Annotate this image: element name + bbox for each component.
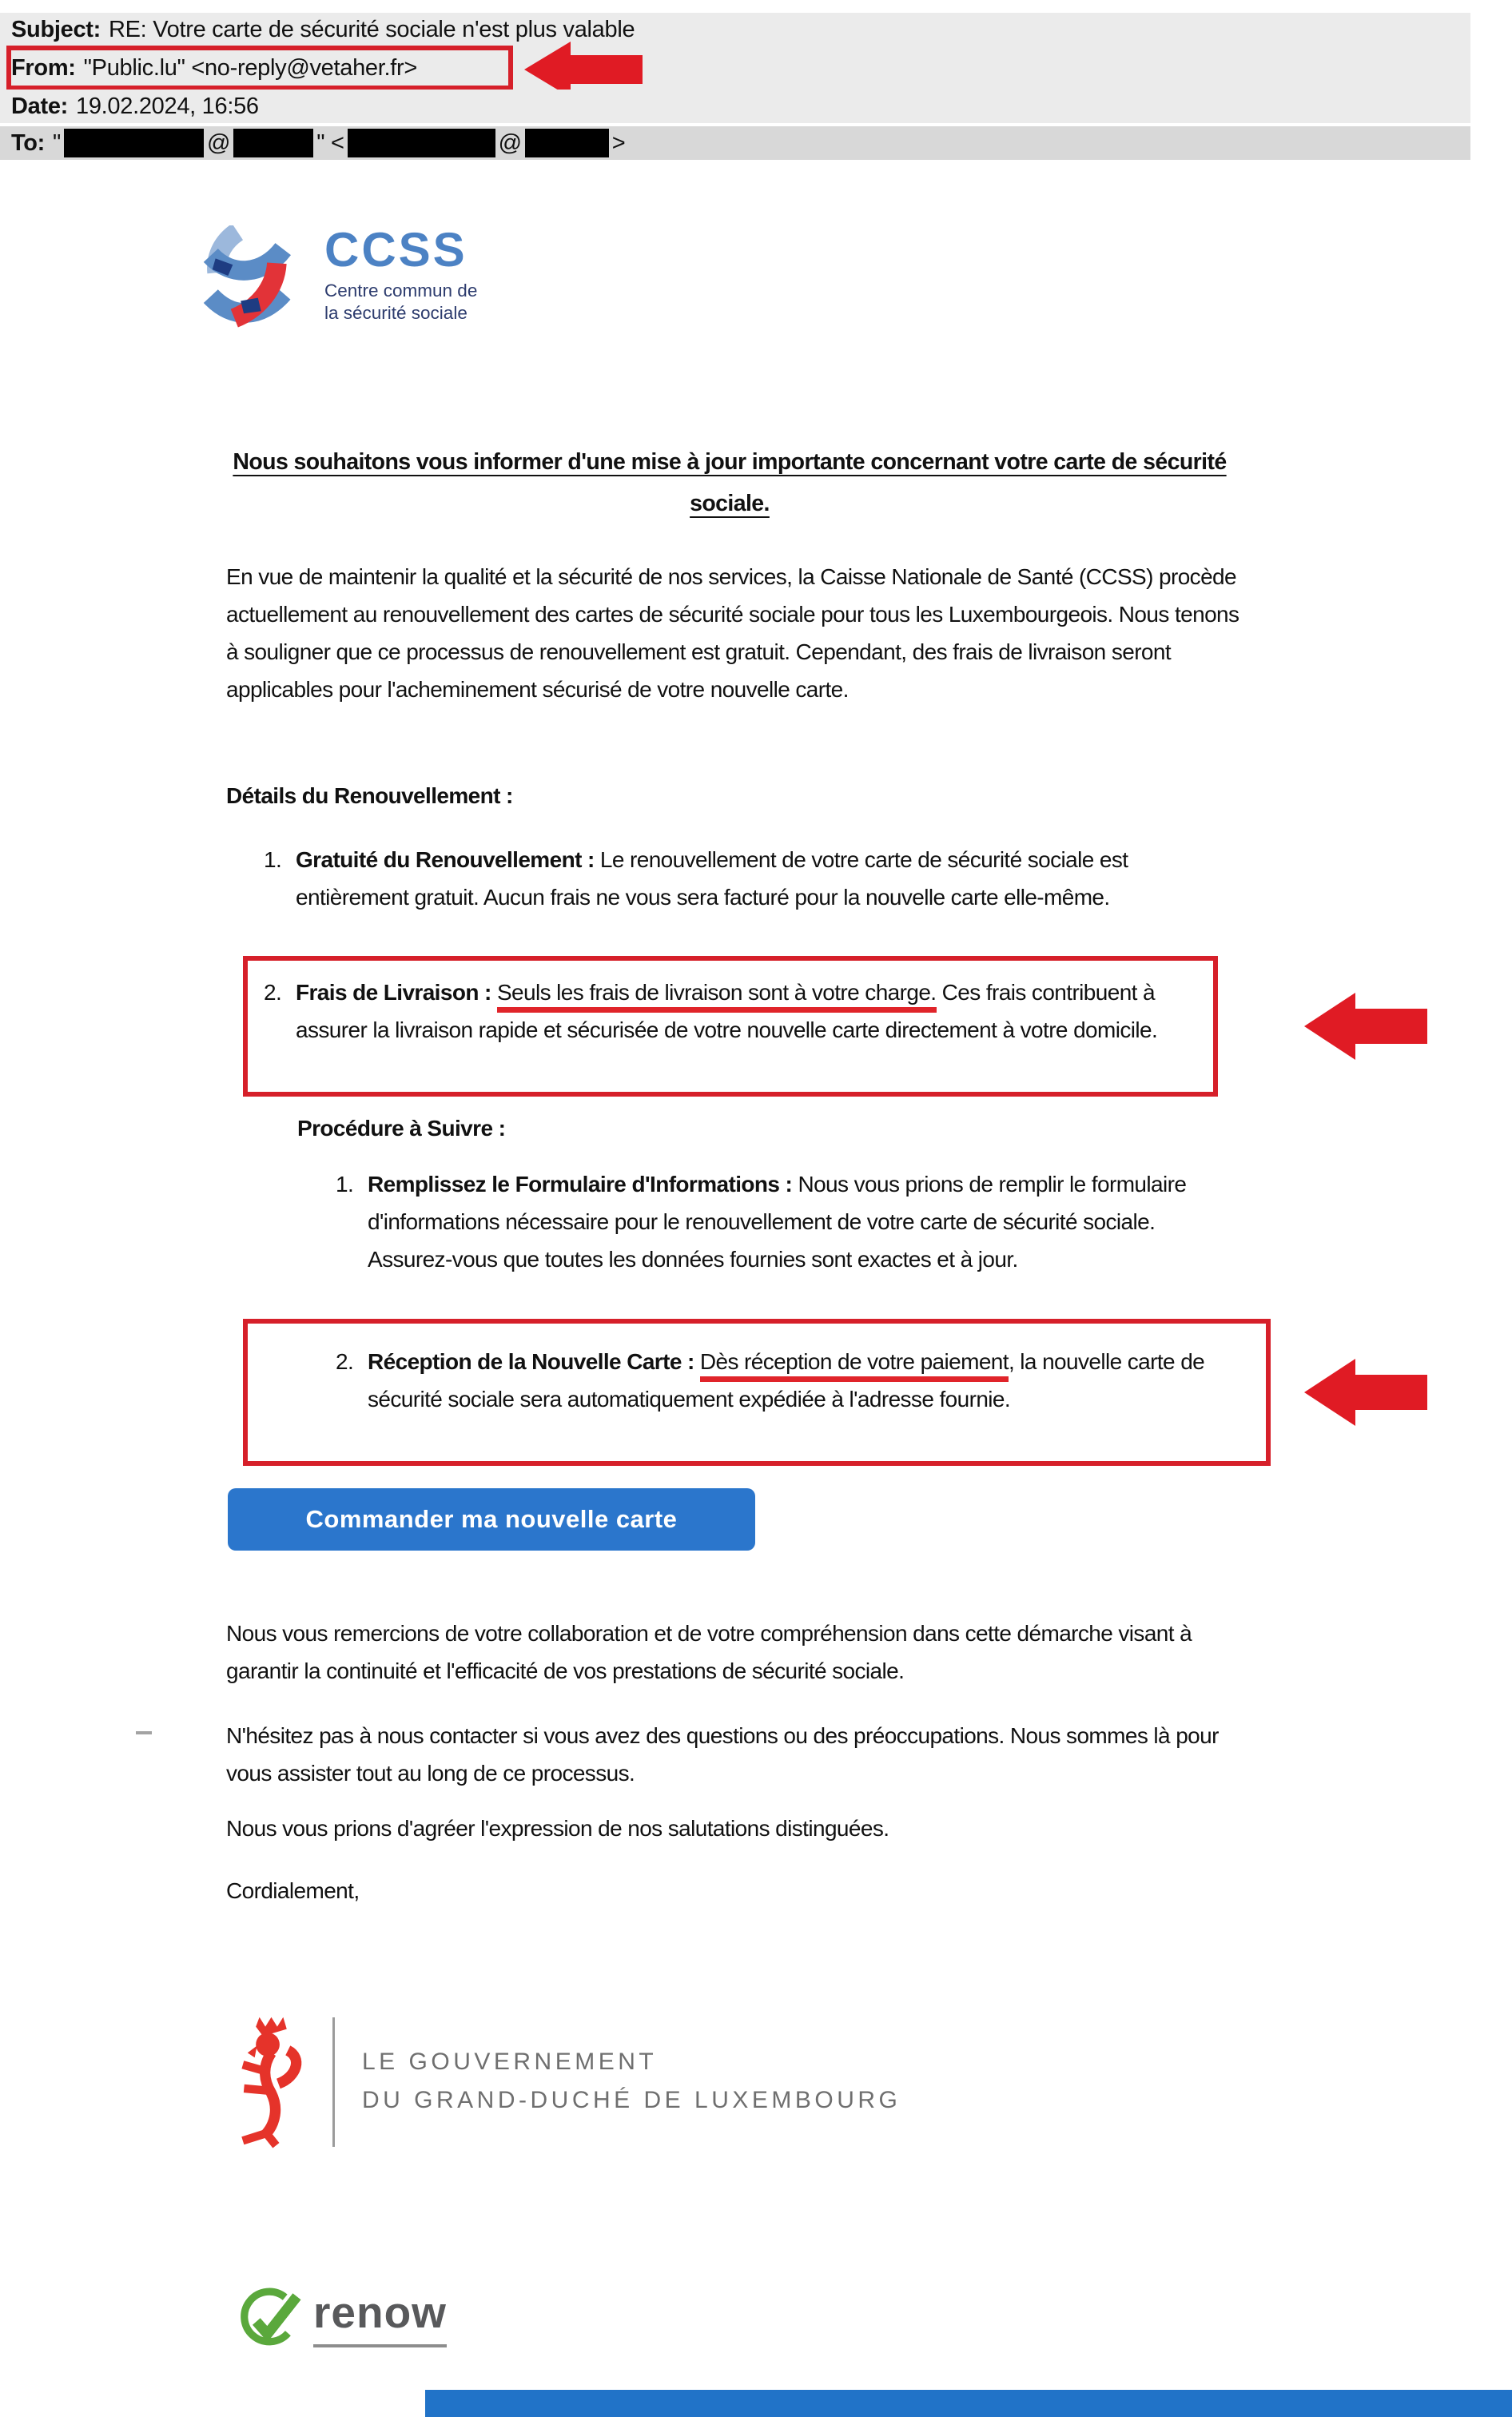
list-item-reception — [336, 1343, 1239, 1418]
gov-line1: LE GOUVERNEMENT — [362, 2049, 658, 2075]
stray-dash-artifact — [136, 1731, 152, 1734]
to-at: @ — [207, 129, 231, 156]
list-item-text — [368, 1165, 1239, 1278]
list-item-gratuite — [264, 841, 1232, 916]
arrow-shaft — [1354, 1009, 1427, 1044]
list-item-formulaire — [336, 1165, 1239, 1278]
redacted-address-domain — [525, 129, 609, 157]
arrow-shaft — [569, 55, 643, 84]
arrow-shaft — [1354, 1375, 1427, 1410]
red-arrow-icon-reception — [1304, 1359, 1429, 1426]
luxembourg-government-logo — [229, 2014, 901, 2148]
arrow-head — [1304, 1359, 1355, 1426]
list-item-rest: Le renouvellement de votre carte de sécurité sociale est entièrement gratuit. Aucun frais ne vous sera facturé pour la nouvelle carte elle-même. — [296, 847, 1128, 910]
renow-logo — [237, 2280, 447, 2355]
ccss-mark-icon — [200, 225, 294, 329]
ccss-logo — [200, 225, 477, 329]
closing-text: Cordialement, — [226, 1878, 360, 1903]
luxembourg-lion-icon — [229, 2014, 312, 2148]
gov-logo-text — [362, 2014, 901, 2148]
to-quote: " — [53, 129, 62, 156]
header-row-to — [0, 126, 1470, 160]
red-underlined-phrase: Seuls les frais de livraison sont à votre charge. — [497, 980, 937, 1013]
gov-logo-divider — [332, 2017, 335, 2147]
list-number: 2. — [264, 980, 282, 1005]
red-underlined-phrase: Dès réception de votre paiement — [700, 1349, 1009, 1382]
ccss-subtitle-line1: Centre commun de — [324, 281, 478, 301]
to-label: To: — [11, 129, 46, 156]
list-number: 1. — [264, 847, 282, 872]
list-number: 1. — [336, 1172, 354, 1197]
list-item-text — [296, 841, 1232, 916]
to-at2: @ — [498, 129, 522, 156]
header-row-subject — [0, 13, 1470, 46]
from-value: "Public.lu" <no-reply@vetaher.fr> — [83, 54, 418, 81]
list-item-frais — [264, 974, 1216, 1049]
list-item-lead: Réception de la Nouvelle Carte : — [368, 1349, 700, 1374]
list-item-rest: Nous vous prions de remplir le formulaire d'informations nécessaire pour le renouvellement de votre carte de sécurité sociale. Assurez-vous que toutes les données fournies sont exactes et à jour. — [368, 1172, 1187, 1272]
contact-paragraph: N'hésitez pas à nous contacter si vous avez des questions ou des préoccupations. Nous sommes là pour vous assister tout au long de ce processus. — [226, 1723, 1219, 1786]
from-label: From: — [11, 54, 76, 81]
list-item-text — [296, 974, 1216, 1049]
procedure-section-heading: Procédure à Suivre : — [297, 1116, 506, 1141]
ccss-subtitle — [324, 280, 477, 325]
date-label: Date: — [11, 93, 69, 119]
salutations-paragraph: Nous vous prions d'agréer l'expression de nos salutations distinguées. — [226, 1816, 889, 1841]
renow-check-icon — [237, 2280, 310, 2355]
list-item-rest: Ces frais contribuent à assurer la livraison rapide et sécurisée de votre nouvelle carte directement à votre domicile. — [296, 980, 1158, 1042]
red-arrow-icon-frais — [1304, 993, 1429, 1060]
redacted-address-name — [348, 129, 495, 157]
list-item-lead: Gratuité du Renouvellement : — [296, 847, 600, 872]
subject-value: RE: Votre carte de sécurité sociale n'est plus valable — [109, 16, 635, 42]
to-mid: " < — [316, 129, 344, 156]
subject-label: Subject: — [11, 16, 101, 42]
list-number: 2. — [336, 1349, 354, 1374]
email-heading: Nous souhaitons vous informer d'une mise à jour importante concernant votre carte de sécurité sociale. — [233, 449, 1227, 516]
thanks-paragraph: Nous vous remercions de votre collaboration et de votre compréhension dans cette démarche visant à garantir la continuité et l'efficacité de vos prestations de sécurité sociale. — [226, 1621, 1192, 1683]
ccss-wordmark — [324, 225, 477, 329]
annotation-box-from — [6, 46, 513, 90]
intro-paragraph: En vue de maintenir la qualité et la sécurité de nos services, la Caisse Nationale de Santé (CCSS) procède actuellement au renouvellement des cartes de sécurité sociale pour tous les Luxembourgeois. Nous tenons à souligner que ce processus de renouvellement est gratuit. Cependant, des frais de livraison seront applicables pour l'acheminement sécurisé de votre nouvelle carte. — [226, 564, 1239, 702]
details-section-heading: Détails du Renouvellement : — [226, 783, 513, 808]
redacted-recipient-name — [64, 129, 204, 157]
order-new-card-button[interactable]: Commander ma nouvelle carte — [228, 1488, 755, 1551]
ccss-name: CCSS — [324, 223, 468, 277]
date-value: 19.02.2024, 16:56 — [76, 93, 259, 119]
list-item-rest: , la nouvelle carte de sécurité sociale sera automatiquement expédiée à l'adresse fournie. — [368, 1349, 1205, 1412]
renow-wordmark: renow — [313, 2287, 447, 2347]
header-row-date — [0, 90, 1470, 123]
gov-line2: DU GRAND-DUCHÉ DE LUXEMBOURG — [362, 2087, 901, 2113]
bottom-window-edge — [425, 2390, 1512, 2417]
list-item-text — [368, 1343, 1239, 1418]
arrow-head — [1304, 993, 1355, 1060]
list-item-lead: Remplissez le Formulaire d'Informations : — [368, 1172, 798, 1197]
ccss-subtitle-line2: la sécurité sociale — [324, 303, 468, 323]
to-close: > — [611, 129, 626, 156]
redacted-recipient-domain — [233, 129, 313, 157]
list-item-lead: Frais de Livraison : — [296, 980, 497, 1005]
